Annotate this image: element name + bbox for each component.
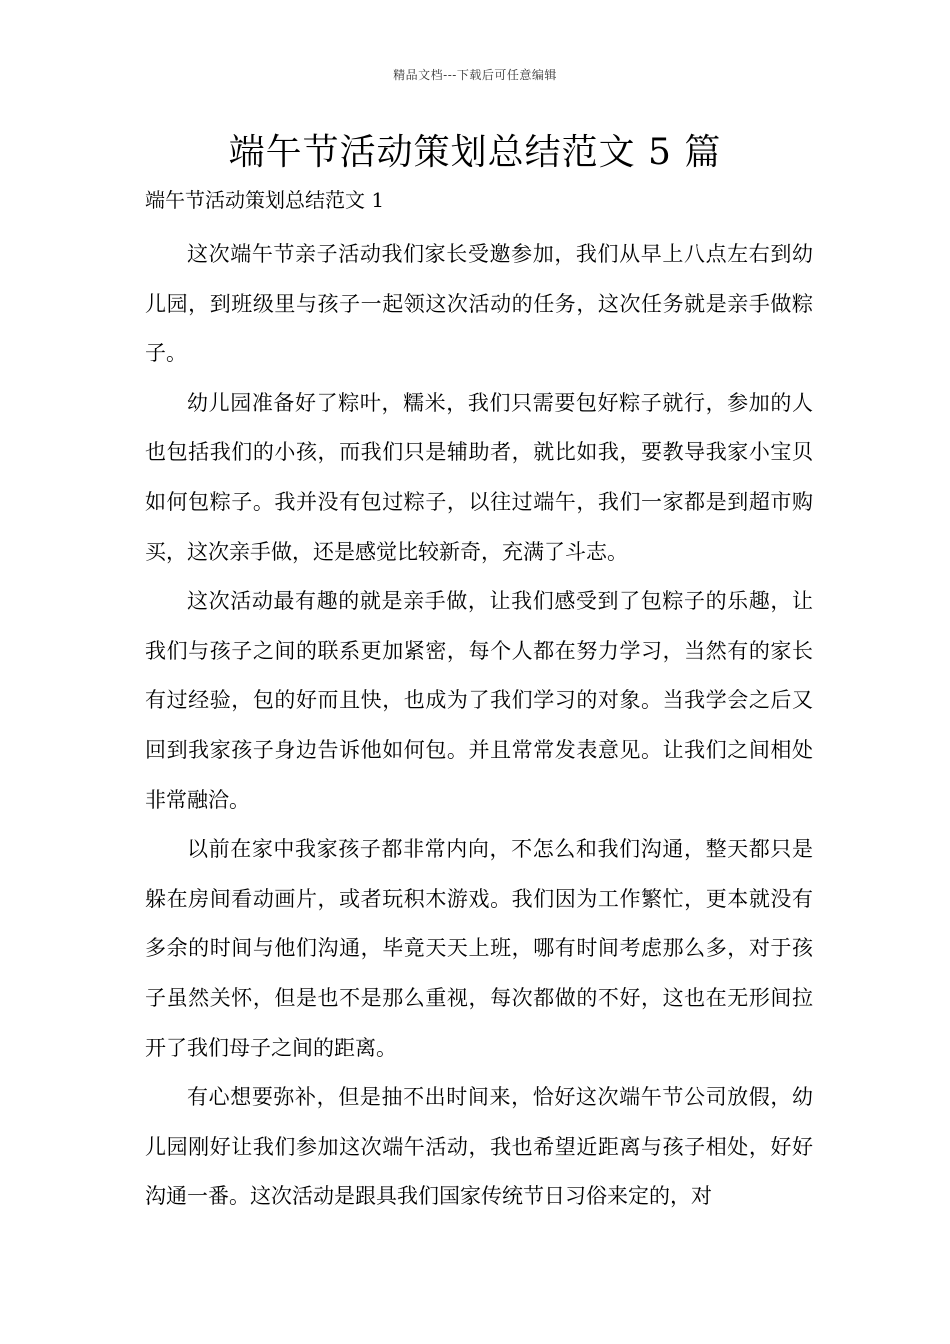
paragraph: 有心想要弥补，但是抽不出时间来，恰好这次端午节公司放假，幼儿园刚好让我们参加这次端午活动，我也希望近距离与孩子相处，好好沟通一番。这次活动是跟具我们国家传统节日习俗来定的，对 xyxy=(145,1085,813,1209)
body-text xyxy=(145,230,813,1222)
header-note: 精品文档---下载后可任意编辑 xyxy=(393,68,557,82)
paragraph: 以前在家中我家孩子都非常内向，不怎么和我们沟通，整天都只是躲在房间看动画片，或者玩积木游戏。我们因为工作繁忙，更本就没有多余的时间与他们沟通，毕竟天天上班，哪有时间考虑那么多，对于孩子虽然关怀，但是也不是那么重视，每次都做的不好，这也在无形间拉开了我们母子之间的距离。 xyxy=(145,837,813,1060)
section-subtitle: 端午节活动策划总结范文 1 xyxy=(145,188,385,212)
paragraph: 幼儿园准备好了粽叶，糯米，我们只需要包好粽子就行，参加的人也包括我们的小孩，而我们只是辅助者，就比如我，要教导我家小宝贝如何包粽子。我并没有包过粽子，以往过端午，我们一家都是到超市购买，这次亲手做，还是感觉比较新奇，充满了斗志。 xyxy=(145,390,813,564)
paragraph: 这次端午节亲子活动我们家长受邀参加，我们从早上八点左右到幼儿园，到班级里与孩子一起领这次活动的任务，这次任务就是亲手做粽子。 xyxy=(145,242,813,366)
document-title: 端午节活动策划总结范文 5 篇 xyxy=(228,132,722,173)
paragraph: 这次活动最有趣的就是亲手做，让我们感受到了包粽子的乐趣，让我们与孩子之间的联系更加紧密，每个人都在努力学习，当然有的家长有过经验，包的好而且快，也成为了我们学习的对象。当我学会之后又回到我家孩子身边告诉他如何包。并且常常发表意见。让我们之间相处非常融洽。 xyxy=(145,589,813,812)
